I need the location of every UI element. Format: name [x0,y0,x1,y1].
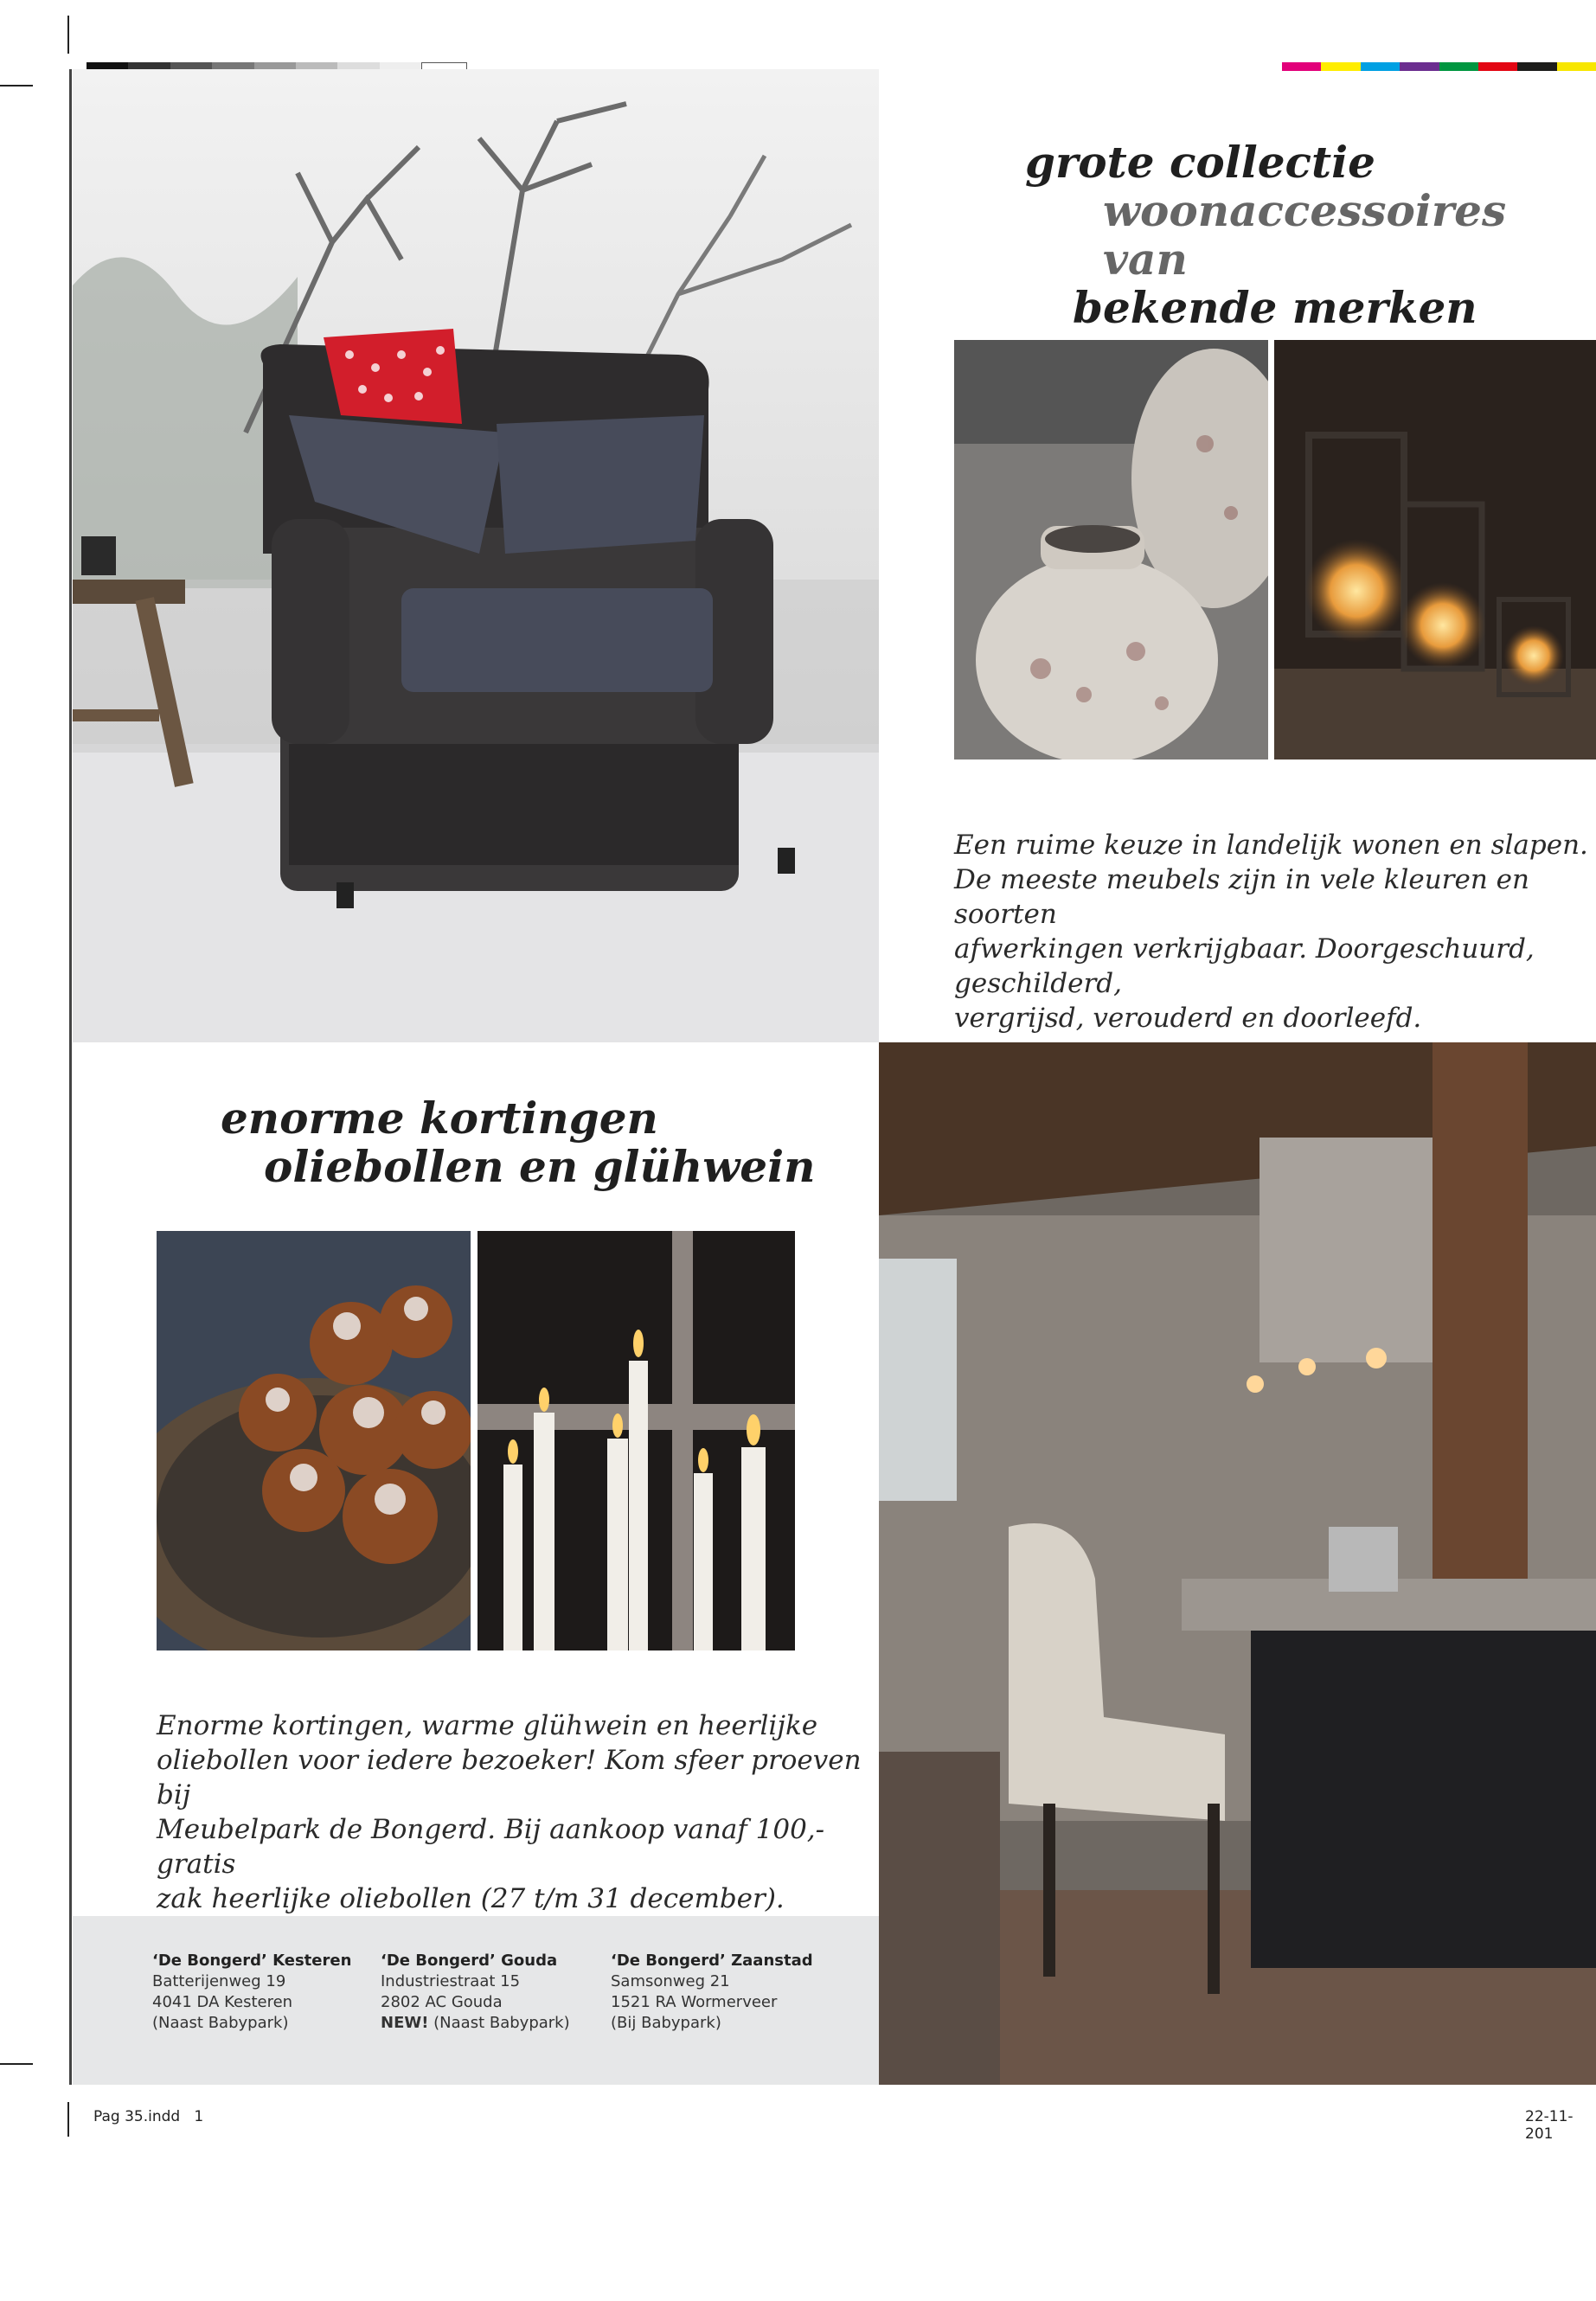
paragraph-kortingen-line2: oliebollen voor iedere bezoeker! Kom sfeer proeven bij [157,1745,862,1811]
paragraph-meubels-line4: vergrijsd, verouderd en doorleefd. [954,1003,1422,1034]
calibration-swatch [1557,62,1596,71]
location-gouda-street: Industriestraat 15 [381,1972,521,1990]
headline-kortingen [221,1094,815,1191]
crop-mark-left-horizontal [0,85,33,87]
paragraph-kortingen [157,1708,866,1916]
location-kesteren-city: 4041 DA Kesteren [152,1993,293,2011]
location-zaanstad-name: ‘De Bongerd’ Zaanstad [611,1952,813,1970]
paragraph-meubels-line1: Een ruime keuze in landelijk wonen en slapen. [954,830,1588,861]
calibration-swatch [1361,62,1400,71]
paragraph-kortingen-line3: Meubelpark de Bongerd. Bij aankoop vanaf 100,- gratis [157,1814,825,1880]
location-zaanstad-street: Samsonweg 21 [611,1972,730,1990]
location-zaanstad-note: (Bij Babypark) [611,2014,721,2032]
crop-mark-top-left-vertical [67,16,69,54]
location-zaanstad-city: 1521 RA Wormerveer [611,1993,778,2011]
calibration-swatch [1478,62,1517,71]
location-gouda-name: ‘De Bongerd’ Gouda [381,1952,558,1970]
calibration-swatch [1517,62,1556,71]
calibration-swatch [1439,62,1478,71]
location-kesteren-note: (Naast Babypark) [152,2014,289,2032]
location-gouda-note: (Naast Babypark) [428,2014,570,2032]
headline-kortingen-line2: oliebollen en glühwein [264,1141,816,1192]
calibration-swatch [1321,62,1360,71]
new-badge: NEW! [381,2014,429,2032]
headline-collection-line3: bekende merken [1073,282,1477,333]
headline-collection-line1: grote collectie [1025,137,1375,188]
paragraph-meubels-line2: De meeste meubels zijn in vele kleuren en soorten [954,864,1529,930]
kitchen-interior-photo [879,1042,1596,2085]
calibration-swatch [1282,62,1321,71]
address-band [73,1916,879,2085]
vases-photo [954,340,1268,760]
location-kesteren-name: ‘De Bongerd’ Kesteren [152,1952,352,1970]
lanterns-photo [1274,340,1596,760]
page-edge-line [69,69,72,2085]
headline-collection-line2: woonaccessoires van [1103,185,1507,285]
paragraph-meubels-line3: afwerkingen verkrijgbaar. Doorgeschuurd, geschilderd, [954,933,1535,999]
paragraph-meubels [954,828,1594,1035]
location-kesteren-street: Batterijenweg 19 [152,1972,286,1990]
location-kesteren [152,1951,351,2034]
footer-file-name: Pag 35.indd 1 [93,2108,204,2125]
armchair-snow-photo [73,69,879,1042]
location-gouda-city: 2802 AC Gouda [381,1993,503,2011]
paragraph-kortingen-line4: zak heerlijke oliebollen (27 t/m 31 december). [157,1883,785,1914]
paragraph-kortingen-line1: Enorme kortingen, warme glühwein en heerlijke [157,1710,818,1741]
headline-collection [1025,138,1596,332]
crop-mark-bottom-left-vertical [67,2102,69,2137]
headline-kortingen-line1: enorme kortingen [221,1093,658,1144]
location-gouda [381,1951,570,2034]
color-calibration-bar [1282,62,1596,71]
location-gouda-note-line [381,2013,570,2034]
crop-mark-left-horizontal-bottom [0,2063,33,2065]
footer-date: 22-11-201 [1525,2108,1574,2143]
candles-photo [478,1231,795,1650]
location-zaanstad [611,1951,813,2034]
oliebollen-photo [157,1231,471,1650]
calibration-swatch [1400,62,1439,71]
